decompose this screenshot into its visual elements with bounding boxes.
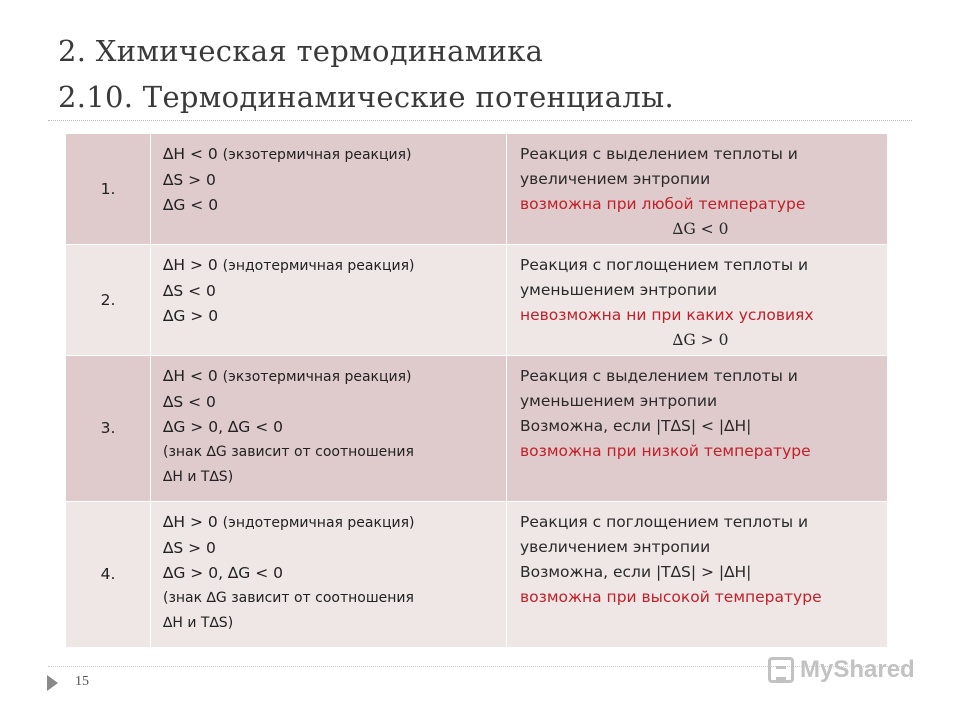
title-divider — [48, 120, 912, 121]
row-number: 3. — [66, 356, 151, 502]
conclusion-text: возможна при высокой температуре — [520, 588, 822, 606]
description-cell — [507, 134, 888, 245]
desc-line: увеличением энтропии — [520, 538, 711, 556]
dh-note: (эндотермичная реакция) — [222, 515, 415, 531]
page-number: 15 — [75, 674, 89, 689]
row-number: 1. — [66, 134, 151, 245]
desc-line: уменьшением энтропии — [520, 281, 718, 299]
table-row — [66, 134, 888, 245]
table-row — [66, 356, 888, 502]
dg-note-2: ∆H и T∆S) — [163, 469, 234, 485]
triangle-right-icon[interactable] — [47, 675, 58, 691]
dg-value: ∆G > 0, ∆G < 0 — [163, 418, 284, 436]
title-line-1: 2. Химическая термодинамика — [58, 34, 544, 68]
dg-result: ∆G > 0 — [672, 331, 729, 349]
dg-note-2: ∆H и T∆S) — [163, 615, 234, 631]
conditions-cell — [151, 134, 507, 245]
desc-line: Реакция с выделением теплоты и — [520, 367, 798, 385]
dg-note: (знак ∆G зависит от соотношения — [163, 590, 414, 606]
conclusion-text: возможна при любой температуре — [520, 195, 806, 213]
row-number: 4. — [66, 502, 151, 648]
dg-value: ∆G > 0 — [163, 307, 219, 325]
conclusion-text: невозможна ни при каких условиях — [520, 306, 814, 324]
dg-value: ∆G < 0 — [163, 196, 219, 214]
ds-value: ∆S < 0 — [163, 282, 216, 300]
conditions-cell — [151, 502, 507, 648]
dh-value: ∆H < 0 — [163, 145, 218, 163]
description-cell — [507, 245, 888, 356]
condition-text: Возможна, если |T∆S| > |∆H| — [520, 563, 752, 581]
desc-line: увеличением энтропии — [520, 170, 711, 188]
dh-line — [163, 510, 506, 536]
watermark-logo — [768, 656, 915, 684]
slide-title — [58, 28, 674, 120]
desc-line: Реакция с выделением теплоты и — [520, 145, 798, 163]
table-row — [66, 502, 888, 648]
presentation-icon — [768, 657, 794, 683]
watermark-text: MyShared — [800, 656, 915, 683]
row-number: 2. — [66, 245, 151, 356]
dg-note: (знак ∆G зависит от соотношения — [163, 444, 414, 460]
dg-value: ∆G > 0, ∆G < 0 — [163, 564, 284, 582]
desc-line: Реакция с поглощением теплоты и — [520, 513, 809, 531]
dh-note: (эндотермичная реакция) — [222, 258, 415, 274]
ds-value: ∆S < 0 — [163, 393, 216, 411]
dh-note: (экзотермичная реакция) — [222, 147, 412, 163]
dh-line — [163, 253, 506, 279]
description-cell — [507, 502, 888, 648]
conclusion-text: возможна при низкой температуре — [520, 442, 811, 460]
dh-value: ∆H < 0 — [163, 367, 218, 385]
dh-line — [163, 142, 506, 168]
dh-note: (экзотермичная реакция) — [222, 369, 412, 385]
table-row — [66, 245, 888, 356]
desc-line: уменьшением энтропии — [520, 392, 718, 410]
description-cell — [507, 356, 888, 502]
conditions-cell — [151, 356, 507, 502]
dh-line — [163, 364, 506, 390]
conditions-cell — [151, 245, 507, 356]
thermo-potentials-table — [65, 133, 888, 648]
ds-value: ∆S > 0 — [163, 171, 216, 189]
dg-result: ∆G < 0 — [672, 220, 729, 238]
dh-value: ∆H > 0 — [163, 256, 218, 274]
dh-value: ∆H > 0 — [163, 513, 218, 531]
desc-line: Реакция с поглощением теплоты и — [520, 256, 809, 274]
condition-text: Возможна, если |T∆S| < |∆H| — [520, 417, 752, 435]
ds-value: ∆S > 0 — [163, 539, 216, 557]
title-line-2: 2.10. Термодинамические потенциалы. — [58, 80, 675, 114]
